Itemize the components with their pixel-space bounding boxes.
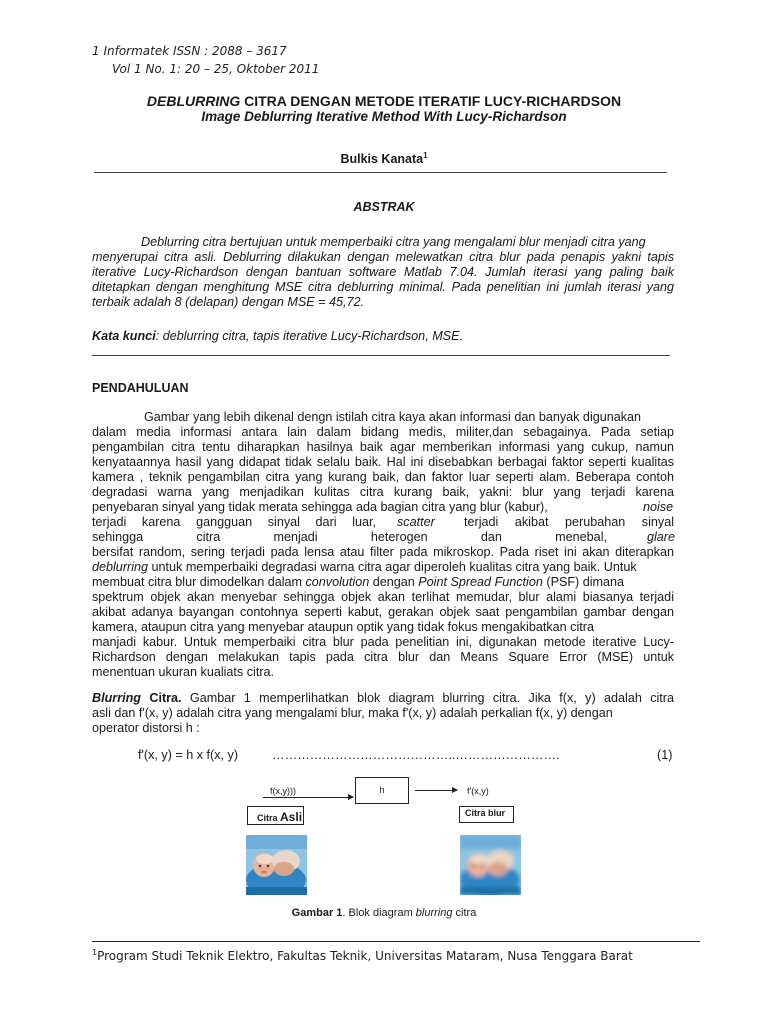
intro-line: membuat citra blur dimodelkan dalam convolution dengan Point Spread Function (PSF) dimana: [92, 575, 625, 589]
title-rest: CITRA DENGAN METODE ITERATIF LUCY-RICHARDSON: [240, 93, 622, 109]
abstract-heading: ABSTRAK: [353, 200, 415, 214]
equation-number: (1): [657, 748, 673, 762]
intro-line: pengambilan citra tentu diharapkan hasilnya baik agar memberikan informasi yang cukup, namun: [92, 440, 674, 454]
blurred-image-title: Citra blur: [465, 808, 506, 818]
journal-header-line1: 1 Informatek ISSN : 2088 – 3617: [92, 44, 287, 58]
figure-caption: Gambar 1. Blok diagram blurring citra: [291, 907, 477, 919]
intro-term-convolution: convolution: [305, 575, 370, 589]
intro-line: menentuan ukuran kualiats citra.: [92, 665, 275, 679]
intro-line: akibat adanya bayangan contohnya seperti kabut, gerakan objek saat pengambilan gambar dengan: [92, 605, 674, 619]
paper-title-english: Image Deblurring Iterative Method With Lucy-Richardson: [201, 109, 567, 124]
blurring-heading-rest: Citra.: [140, 691, 182, 705]
section-heading-pendahuluan: PENDAHULUAN: [92, 381, 189, 395]
abstract-rule: [92, 355, 670, 356]
keywords-label: Kata kunci: [92, 329, 156, 343]
author-rule: [94, 172, 667, 173]
intro-term-deblurring: deblurring: [92, 560, 149, 574]
journal-header-line2: Vol 1 No. 1: 20 – 25, Oktober 2011: [112, 62, 320, 76]
output-signal-label: f'(x,y): [467, 786, 489, 796]
intro-line: kenyataannya hasil yang didapat tidak selalu baik. Hal ini disebabkan berbagai faktor seperti kualitas: [92, 455, 674, 469]
abstract-line: Deblurring citra bertujuan untuk memperbaiki citra yang mengalami blur menjadi citra yang: [141, 235, 646, 249]
intro-term-glare: glare: [647, 530, 676, 544]
original-image-title: Citra Asli: [257, 810, 303, 824]
intro-line: deblurring untuk memperbaiki degradasi warna citra agar diperoleh kualitas citra yang baik. Untuk: [92, 560, 637, 574]
input-signal-label: f(x,y))): [270, 786, 296, 796]
keywords: [92, 329, 463, 344]
blurring-line: asli dan f'(x, y) adalah citra yang mengalami blur, maka f'(x, y) adalah perkalian f(x, y) dengan: [92, 706, 613, 720]
intro-line: terjadi akibat perubahan sinyal: [464, 515, 674, 529]
intro-line: kamera , teknik pengambilan citra yang kurang baik, dan faktor luar seperti alam. Beberapa contoh: [92, 470, 674, 484]
intro-line: sehingga citra menjadi heterogen dan menebal,: [92, 530, 607, 544]
blurred-image-title-box: [459, 806, 514, 823]
intro-line: manjadi kabur. Untuk memperbaiki citra blur pada penelitian ini, digunakan metode iterative Lucy-: [92, 635, 674, 649]
intro-line: bersifat random, sering terjadi pada lensa atau filter pada mikroskop. Pada riset ini akan diterapkan: [92, 545, 674, 559]
abstract-line: menyerupai citra asli. Deblurring dilakukan dengan melewatkan citra blur pada penapis yakni tapis: [92, 250, 674, 264]
blurring-heading-italic: Blurring: [92, 691, 141, 705]
paper-title: [0, 93, 768, 109]
equation-dots: ……………………………………..…………………….: [272, 748, 560, 762]
author: [0, 151, 768, 166]
h-block: [355, 777, 409, 804]
keywords-text: : deblurring citra, tapis iterative Lucy-Richardson, MSE.: [155, 329, 463, 343]
intro-term-psf: Point Spread Function: [418, 575, 543, 589]
footnote-rule: [92, 941, 700, 942]
original-baby-photo: [246, 835, 307, 895]
intro-line: kamera, ataupun citra yang menyebar ataupun optik yang tidak fokus mengakibatkan citra: [92, 620, 594, 634]
intro-line: penyebaran sinyal yang tidak merata sehingga ada bagian citra yang blur (kabur),: [92, 500, 548, 514]
author-name: Bulkis Kanata: [340, 152, 424, 167]
intro-line: Richardson dengan melakukan tapis pada citra blur dan Means Square Error (MSE) untuk: [92, 650, 674, 664]
input-arrow: [263, 797, 353, 798]
title-italic-word: DEBLURRING: [146, 93, 241, 109]
author-affiliation-marker: 1: [423, 151, 428, 160]
equation: f'(x, y) = h x f(x, y): [138, 748, 239, 762]
intro-line: terjadi karena gangguan sinyal dari luar,: [92, 515, 376, 529]
intro-line: Gambar yang lebih dikenal dengn istilah citra kaya akan informasi dan banyak digunakan: [144, 410, 642, 424]
intro-line: dalam media informasi antara lain dalam bidang medis, militer,dan sebagainya. Pada setiap: [92, 425, 674, 439]
blurring-line: Blurring Citra. Gambar 1 memperlihatkan blok diagram blurring citra. Jika f(x, y) adalah citra: [92, 691, 674, 705]
h-block-label: h: [379, 785, 385, 795]
footnote-marker: 1: [92, 948, 98, 957]
blurred-baby-photo: [460, 835, 521, 895]
footnote-text: Program Studi Teknik Elektro, Fakultas Teknik, Universitas Mataram, Nusa Tenggara Barat: [97, 949, 633, 963]
output-arrow: [415, 790, 457, 791]
abstract-line: iterative Lucy-Richardson dengan bantuan software Matlab 7.04. Jumlah iterasi yang paling baik: [92, 265, 674, 279]
original-image-title-box: [247, 806, 304, 825]
footnote: [92, 948, 633, 963]
intro-line: spektrum objek akan menyebar sehingga objek akan terlihat memudar, blur alami biasanya terjadi: [92, 590, 674, 604]
intro-term-noise: noise: [643, 500, 674, 514]
intro-line: degradasi warna yang menjadikan kulitas citra kurang baik, yakni: blur yang terjadi karena: [92, 485, 674, 499]
abstract-line: terbaik adalah 8 (delapan) dengan MSE = 45,72.: [92, 295, 365, 309]
intro-term-scatter: scatter: [397, 515, 435, 529]
abstract-line: ditetapkan dengan menghitung MSE citra deblurring minimal. Pada penelitian ini jumlah iterasi yang: [92, 280, 674, 294]
blurring-line: operator distorsi h :: [92, 721, 200, 735]
